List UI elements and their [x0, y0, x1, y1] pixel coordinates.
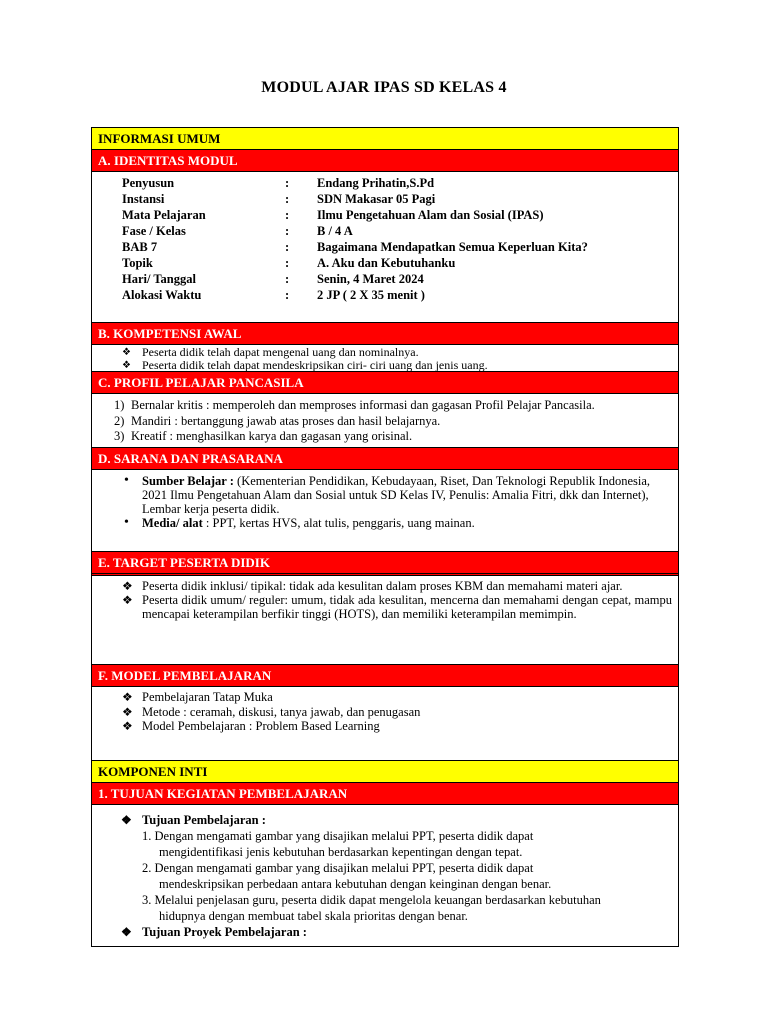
- list-item-continuation: hidupnya dengan membuat tabel skala prioritas dengan benar.: [159, 909, 468, 923]
- identitas-key: Fase / Kelas: [122, 224, 186, 238]
- identitas-sep: :: [285, 256, 290, 270]
- list-item-text: 1. Dengan mengamati gambar yang disajikan melalui PPT, peserta didik dapat: [142, 829, 534, 843]
- list-item: [92, 474, 678, 516]
- diamond-bullet-icon: ❖: [122, 704, 133, 719]
- sarana-header: D. SARANA DAN PRASARANA: [92, 448, 678, 470]
- list-item-text: 2. Dengan mengamati gambar yang disajikan melalui PPT, peserta didik dapat: [142, 861, 534, 875]
- media-label: Media/ alat: [142, 516, 203, 530]
- list-item-text: Peserta didik umum/ reguler: umum, tidak ada kesulitan, mencerna dan memahami dengan cepat, mampu mencapai keterampilan berfikir tinggi (HOTS), dan memiliki keterampilan memimpin.: [142, 593, 672, 621]
- list-number: 2): [114, 413, 125, 428]
- identitas-sep: :: [285, 208, 290, 222]
- list-item-text: Mandiri : bertanggung jawab atas proses dan hasil belajarnya.: [131, 413, 441, 428]
- tujuan-proyek-label: Tujuan Proyek Pembelajaran :: [142, 925, 307, 939]
- list-item-text: Bernalar kritis : memperoleh dan memproses informasi dan gagasan Profil Pelajar Pancasila.: [131, 398, 595, 412]
- identitas-value: Ilmu Pengetahuan Alam dan Sosial (IPAS): [317, 208, 544, 222]
- identitas-key: Alokasi Waktu: [122, 288, 202, 302]
- dot-bullet-icon: •: [124, 515, 129, 530]
- arrow-bullet-icon: ❖: [122, 360, 131, 371]
- tujuan-header: 1. TUJUAN KEGIATAN PEMBELAJARAN: [92, 783, 678, 805]
- diamond-bullet-icon: ❖: [122, 719, 133, 733]
- list-item-continuation: mendeskripsikan perbedaan antara kebutuhan dengan keinginan dengan benar.: [159, 877, 552, 891]
- identitas-sep: :: [285, 192, 290, 206]
- identitas-sep: :: [285, 176, 290, 190]
- media-text: : PPT, kertas HVS, alat tulis, penggaris, uang mainan.: [202, 516, 475, 530]
- identitas-value: Senin, 4 Maret 2024: [317, 272, 424, 286]
- list-item-text: Metode : ceramah, diskusi, tanya jawab, dan penugasan: [142, 704, 421, 719]
- kompetensi-header: B. KOMPETENSI AWAL: [92, 323, 678, 345]
- identitas-value: SDN Makasar 05 Pagi: [317, 192, 436, 206]
- list-item: [92, 705, 678, 720]
- identitas-header: A. IDENTITAS MODUL: [92, 150, 678, 172]
- identitas-sep: :: [285, 272, 290, 286]
- komponen-inti-header: KOMPONEN INTI: [92, 761, 678, 783]
- list-item: [92, 359, 678, 372]
- diamond-bullet-icon: ❖: [122, 579, 133, 593]
- identitas-key: Mata Pelajaran: [122, 208, 206, 222]
- list-item: [92, 414, 678, 430]
- identitas-key: Topik: [122, 256, 153, 270]
- identitas-key: Instansi: [122, 192, 165, 206]
- list-number: 1): [114, 398, 125, 412]
- list-item: [92, 719, 678, 734]
- list-item-text: Peserta didik inklusi/ tipikal: tidak ada kesulitan dalam proses KBM dan memahami materi ajar.: [142, 579, 623, 593]
- identitas-section: [92, 172, 678, 323]
- module-table: [91, 127, 679, 947]
- identitas-value: Bagaimana Mendapatkan Semua Keperluan Kita?: [317, 240, 588, 254]
- identitas-sep: :: [285, 224, 290, 238]
- list-item-continuation: mengidentifikasi jenis kebutuhan berdasarkan kepentingan dengan tepat.: [159, 845, 523, 859]
- informasi-umum-header: INFORMASI UMUM: [92, 128, 678, 150]
- profil-header: C. PROFIL PELAJAR PANCASILA: [92, 372, 678, 394]
- list-item: [92, 429, 678, 445]
- identitas-key: BAB 7: [122, 240, 158, 254]
- list-item: [92, 398, 678, 414]
- dot-bullet-icon: •: [124, 473, 129, 488]
- diamond-bullet-icon: ❖: [121, 925, 132, 939]
- list-number: 3): [114, 429, 125, 443]
- target-section: [92, 576, 678, 665]
- sarana-section: [92, 470, 678, 552]
- diamond-bullet-icon: ❖: [122, 690, 133, 704]
- list-item-text: Model Pembelajaran : Problem Based Learning: [142, 719, 380, 733]
- identitas-value: 2 JP ( 2 X 35 menit ): [317, 288, 425, 302]
- list-item-text: 3. Melalui penjelasan guru, peserta didik dapat mengelola keuangan berdasarkan kebutuhan: [142, 893, 601, 907]
- tujuan-pembelajaran-label-row: [92, 812, 678, 828]
- list-item: [92, 579, 678, 593]
- list-item-text: Peserta didik telah dapat mengenal uang dan nominalnya.: [142, 345, 419, 359]
- tujuan-proyek-label-row: [92, 924, 678, 940]
- sumber-label: Sumber Belajar :: [142, 474, 234, 488]
- arrow-bullet-icon: ❖: [122, 347, 131, 358]
- identitas-key: Penyusun: [122, 176, 175, 190]
- model-section: [92, 687, 678, 761]
- tujuan-pembelajaran-label: Tujuan Pembelajaran :: [142, 813, 266, 827]
- list-item-text: Pembelajaran Tatap Muka: [142, 690, 273, 704]
- kompetensi-section: [92, 345, 678, 372]
- identitas-value: B / 4 A: [317, 224, 353, 238]
- identitas-sep: :: [285, 288, 290, 302]
- list-item: [92, 828, 678, 860]
- identitas-list: [92, 175, 678, 303]
- identitas-key: Hari/ Tanggal: [122, 272, 196, 286]
- tujuan-section: [92, 805, 678, 947]
- list-item: [92, 860, 678, 892]
- diamond-bullet-icon: ❖: [122, 593, 133, 607]
- identitas-sep: :: [285, 240, 290, 254]
- target-header: E. TARGET PESERTA DIDIK: [92, 552, 678, 576]
- identitas-value: Endang Prihatin,S.Pd: [317, 176, 435, 190]
- profil-section: [92, 394, 678, 448]
- document-title: MODUL AJAR IPAS SD KELAS 4: [261, 79, 507, 96]
- list-item: [92, 593, 678, 621]
- diamond-bullet-icon: ❖: [121, 813, 132, 827]
- sumber-text: (Kementerian Pendidikan, Kebudayaan, Riset, Dan Teknologi Republik Indonesia, 2021 Ilmu Pengetahuan Alam dan Sosial untuk SD Kelas IV, Penulis: Amalia Fitri, dkk dan Internet), Lembar kerja peserta didik.: [142, 474, 651, 516]
- model-header: F. MODEL PEMBELAJARAN: [92, 665, 678, 687]
- list-item-text: Peserta didik telah dapat mendeskripsikan ciri- ciri uang dan jenis uang.: [142, 358, 488, 372]
- list-item: [92, 892, 678, 924]
- list-item: [92, 516, 678, 530]
- list-item: [92, 690, 678, 705]
- identitas-value: A. Aku dan Kebutuhanku: [317, 256, 456, 270]
- list-item-text: Kreatif : menghasilkan karya dan gagasan yang orisinal.: [131, 429, 413, 443]
